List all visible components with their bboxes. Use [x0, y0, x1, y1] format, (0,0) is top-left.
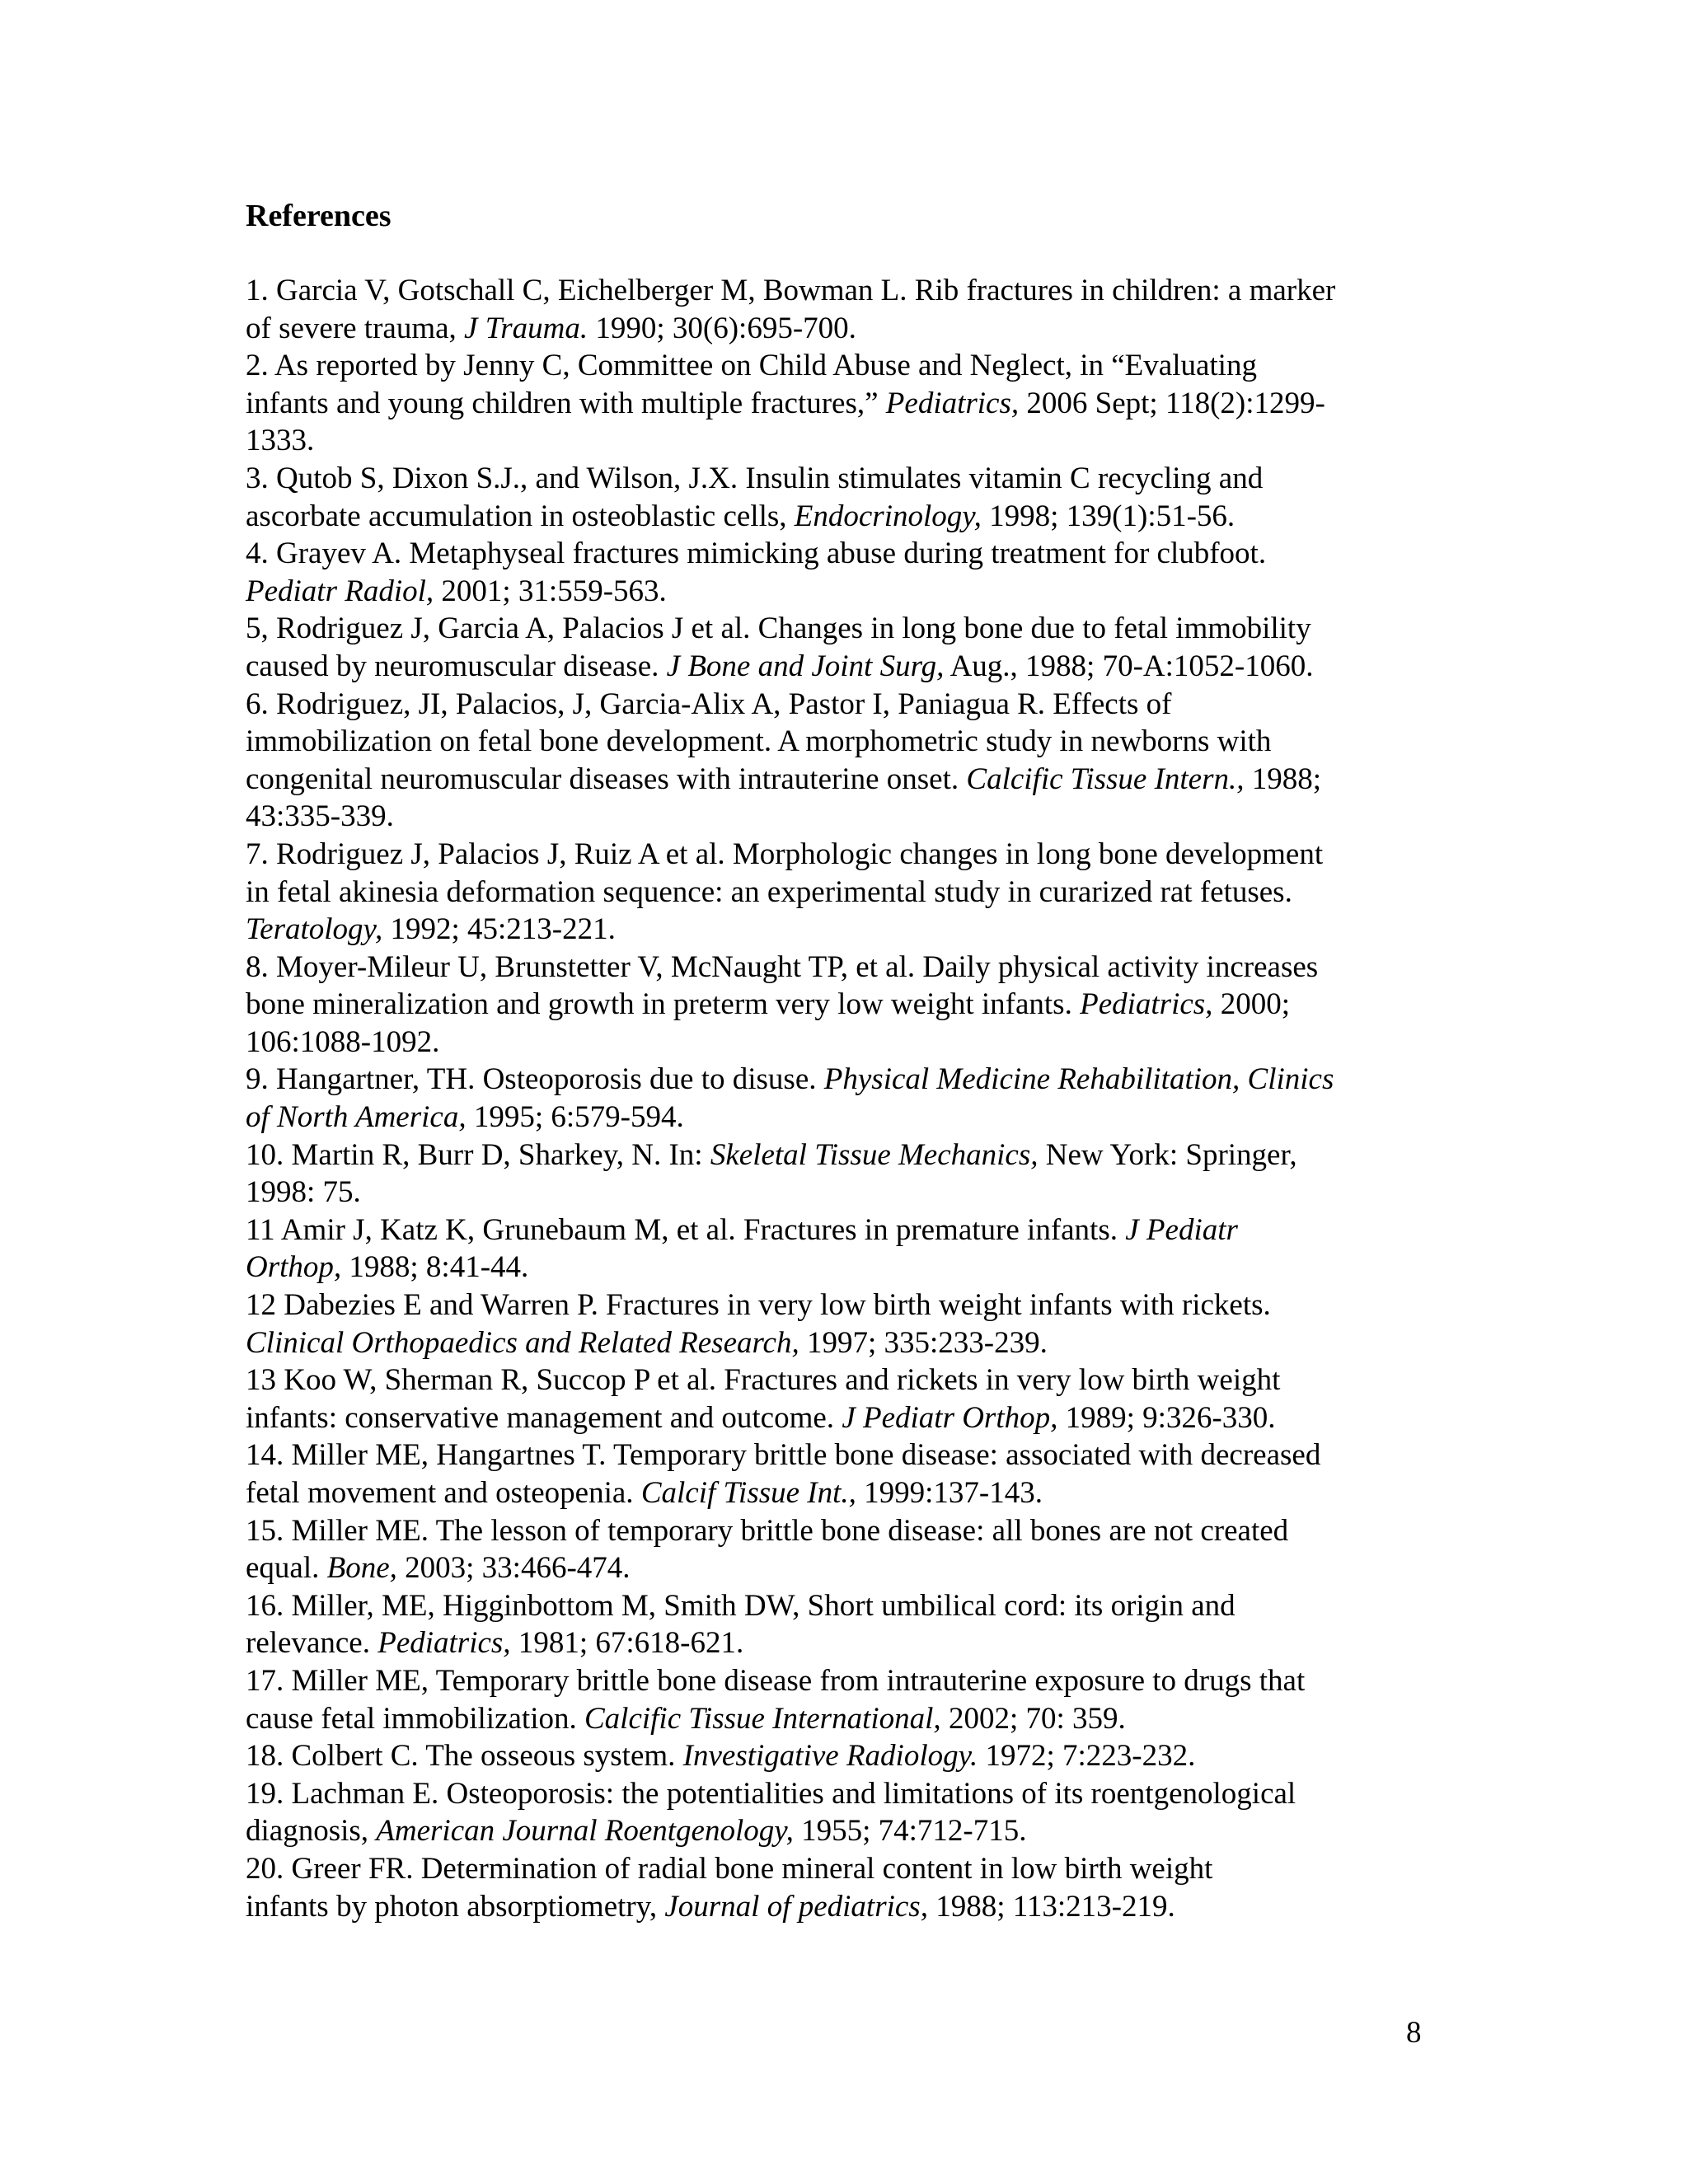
reference-text: 1972; 7:223-232. [978, 1739, 1196, 1774]
reference-text: fetal movement and osteopenia. [246, 1476, 641, 1510]
reference-text: 1989; 9:326-330. [1057, 1400, 1276, 1435]
reference-line [246, 1137, 1449, 1174]
reference-line [246, 723, 1449, 761]
page-number: 8 [1406, 2016, 1422, 2050]
reference-text: 1988; 113:213-219. [927, 1889, 1175, 1924]
reference-journal-title: Calcific Tissue Intern., [966, 762, 1245, 796]
reference-item [246, 1361, 1449, 1436]
reference-text: 19. Lachman E. Osteoporosis: the potentialities and limitations of its roentgenological [246, 1776, 1296, 1811]
reference-text: of severe trauma, [246, 311, 465, 345]
reference-item [246, 1512, 1449, 1587]
reference-journal-title: Pediatrics, [1080, 987, 1213, 1022]
reference-line [246, 648, 1449, 686]
reference-text: 1981; 67:618-621. [510, 1626, 744, 1661]
reference-line [246, 874, 1449, 912]
reference-line [246, 798, 1449, 836]
reference-line [246, 1624, 1449, 1662]
reference-item [246, 1737, 1449, 1775]
reference-journal-title: J Pediatr [1125, 1212, 1238, 1247]
reference-line [246, 1024, 1449, 1062]
reference-text: 12 Dabezies E and Warren P. Fractures in very low birth weight infants with rickets. [246, 1288, 1271, 1323]
reference-journal-title: Pediatrics, [377, 1626, 511, 1661]
reference-journal-title: Bone, [326, 1551, 397, 1586]
reference-text: equal. [246, 1551, 327, 1586]
reference-line [246, 836, 1449, 874]
reference-journal-title: Skeletal Tissue Mechanics, [710, 1137, 1039, 1172]
reference-journal-title: of North America, [246, 1100, 467, 1135]
reference-line [246, 1249, 1449, 1286]
reference-line [246, 535, 1449, 573]
reference-item [246, 1061, 1449, 1136]
reference-text: 1988; 8:41-44. [341, 1250, 529, 1285]
reference-line [246, 1512, 1449, 1550]
reference-text: 6. Rodriguez, JI, Palacios, J, Garcia-Alix A, Pastor I, Paniagua R. Effects of [246, 687, 1172, 721]
reference-item [246, 460, 1449, 535]
reference-text: 11 Amir J, Katz K, Grunebaum M, et al. Fractures in premature infants. [246, 1212, 1126, 1247]
reference-text: 2006 Sept; 118(2):1299- [1019, 386, 1325, 420]
reference-line [246, 1662, 1449, 1700]
reference-line [246, 1174, 1449, 1212]
reference-journal-title: Clinical Orthopaedics and Related Research, [246, 1325, 799, 1360]
reference-text: infants: conservative management and outcome. [246, 1400, 842, 1435]
reference-text: immobilization on fetal bone development. A morphometric study in newborns with [246, 724, 1272, 759]
reference-text: 20. Greer FR. Determination of radial bone mineral content in low birth weight [246, 1851, 1213, 1886]
reference-line [246, 1361, 1449, 1399]
reference-item [246, 1137, 1449, 1212]
reference-text: 1998; 139(1):51-56. [981, 499, 1236, 533]
reference-line [246, 686, 1449, 724]
reference-journal-title: Teratology, [246, 912, 383, 947]
reference-item [246, 1587, 1449, 1662]
reference-journal-title: Endocrinology, [794, 499, 982, 533]
reference-text: infants and young children with multiple fractures,” [246, 386, 886, 420]
reference-line [246, 1549, 1449, 1587]
reference-journal-title: J Trauma. [464, 311, 588, 345]
reference-text: congenital neuromuscular diseases with intrauterine onset. [246, 762, 967, 796]
reference-text: 1990; 30(6):695-700. [588, 311, 856, 345]
reference-item [246, 836, 1449, 949]
reference-journal-title: American Journal Roentgenology, [376, 1814, 794, 1849]
reference-line [246, 1399, 1449, 1437]
reference-line [246, 949, 1449, 987]
reference-item [246, 1286, 1449, 1361]
reference-line [246, 1775, 1449, 1813]
reference-line [246, 385, 1449, 423]
reference-journal-title: Calcif Tissue Int., [640, 1476, 856, 1510]
reference-text: 2003; 33:466-474. [396, 1551, 631, 1586]
reference-item [246, 949, 1449, 1062]
reference-text: 7. Rodriguez J, Palacios J, Ruiz A et al. Morphologic changes in long bone development [246, 837, 1324, 871]
reference-text: 1998: 75. [246, 1175, 361, 1210]
reference-item [246, 610, 1449, 685]
reference-line [246, 1286, 1449, 1324]
reference-line [246, 761, 1449, 799]
reference-text: diagnosis, [246, 1814, 377, 1849]
reference-text: in fetal akinesia deformation sequence: an experimental study in curarized rat fetuses. [246, 874, 1292, 909]
reference-text: 1992; 45:213-221. [382, 912, 616, 947]
reference-text: 1995; 6:579-594. [466, 1100, 684, 1135]
reference-text: 1955; 74:712-715. [793, 1814, 1027, 1849]
reference-text: 43:335-339. [246, 799, 394, 834]
reference-text: 2001; 31:559-563. [434, 574, 667, 608]
reference-text: 18. Colbert C. The osseous system. [246, 1739, 683, 1774]
reference-text: 5, Rodriguez J, Garcia A, Palacios J et al. Changes in long bone due to fetal immobility [246, 612, 1311, 646]
reference-item [246, 272, 1449, 347]
reference-text: 1. Garcia V, Gotschall C, Eichelberger M, Bowman L. Rib fractures in children: a marker [246, 274, 1336, 307]
reference-text: 1997; 335:233-239. [799, 1325, 1048, 1360]
reference-text: 106:1088-1092. [246, 1024, 440, 1059]
references-heading: References [246, 199, 392, 233]
reference-text: 2. As reported by Jenny C, Committee on Child Abuse and Neglect, in “Evaluating [246, 349, 1257, 383]
reference-item [246, 686, 1449, 836]
reference-line [246, 1812, 1449, 1850]
reference-line [246, 986, 1449, 1024]
reference-line [246, 1324, 1449, 1362]
reference-text: 16. Miller, ME, Higginbottom M, Smith DW, Short umbilical cord: its origin and [246, 1588, 1236, 1623]
reference-item [246, 1662, 1449, 1737]
reference-item [246, 1775, 1449, 1850]
reference-text: 9. Hangartner, TH. Osteoporosis due to disuse. [246, 1062, 824, 1097]
reference-journal-title: Journal of pediatrics, [664, 1889, 928, 1924]
reference-line [246, 460, 1449, 498]
reference-item [246, 1850, 1449, 1925]
reference-line [246, 1737, 1449, 1775]
reference-journal-title: Pediatrics, [885, 386, 1020, 420]
reference-journal-title: Pediatr Radiol, [246, 574, 434, 608]
reference-text: 2000; [1212, 987, 1290, 1022]
reference-text: 14. Miller ME, Hangartnes T. Temporary brittle bone disease: associated with decreased [246, 1438, 1321, 1473]
reference-text: 10. Martin R, Burr D, Sharkey, N. In: [246, 1137, 710, 1172]
reference-item [246, 347, 1449, 460]
reference-line [246, 498, 1449, 536]
reference-line [246, 1474, 1449, 1512]
reference-text: relevance. [246, 1626, 378, 1661]
reference-text: 17. Miller ME, Temporary brittle bone disease from intrauterine exposure to drugs that [246, 1663, 1306, 1698]
reference-line [246, 1061, 1449, 1099]
reference-journal-title: Calcific Tissue International, [584, 1701, 941, 1736]
reference-journal-title: Investigative Radiology. [682, 1739, 978, 1774]
reference-text: caused by neuromuscular disease. [246, 649, 667, 683]
reference-text: bone mineralization and growth in preterm very low weight infants. [246, 987, 1081, 1022]
reference-line [246, 1212, 1449, 1249]
reference-journal-title: Physical Medicine Rehabilitation, Clinics [823, 1062, 1334, 1097]
reference-text: Aug., 1988; 70-A:1052-1060. [944, 649, 1314, 683]
reference-text: 1333. [246, 424, 315, 458]
reference-text: 3. Qutob S, Dixon S.J., and Wilson, J.X. Insulin stimulates vitamin C recycling and [246, 461, 1264, 495]
reference-line [246, 1099, 1449, 1137]
reference-list [246, 272, 1449, 1925]
reference-text: 15. Miller ME. The lesson of temporary brittle bone disease: all bones are not created [246, 1513, 1289, 1548]
reference-text: cause fetal immobilization. [246, 1701, 584, 1736]
reference-journal-title: J Bone and Joint Surg, [666, 649, 945, 683]
reference-text: New York: Springer, [1038, 1137, 1297, 1172]
reference-line [246, 310, 1449, 348]
reference-line [246, 1850, 1449, 1888]
reference-line [246, 347, 1449, 385]
reference-text: 1988; [1244, 762, 1322, 796]
reference-line [246, 1888, 1449, 1926]
reference-text: infants by photon absorptiometry, [246, 1889, 665, 1924]
reference-text: 13 Koo W, Sherman R, Succop P et al. Fractures and rickets in very low birth weight [246, 1363, 1281, 1398]
reference-journal-title: J Pediatr Orthop, [842, 1400, 1058, 1435]
reference-journal-title: Orthop, [246, 1250, 342, 1285]
reference-line [246, 1436, 1449, 1474]
reference-item [246, 1436, 1449, 1511]
reference-line [246, 1700, 1449, 1738]
reference-line [246, 272, 1449, 310]
reference-text: 1999:137-143. [856, 1476, 1043, 1510]
reference-line [246, 1587, 1449, 1625]
reference-text: 4. Grayev A. Metaphyseal fractures mimicking abuse during treatment for clubfoot. [246, 537, 1267, 571]
reference-item [246, 1212, 1449, 1286]
reference-text: ascorbate accumulation in osteoblastic cells, [246, 499, 795, 533]
reference-line [246, 610, 1449, 648]
reference-text: 8. Moyer-Mileur U, Brunstetter V, McNaught TP, et al. Daily physical activity increases [246, 949, 1319, 984]
reference-text: 2002; 70: 359. [940, 1701, 1126, 1736]
reference-line [246, 422, 1449, 460]
reference-item [246, 535, 1449, 610]
reference-line [246, 911, 1449, 949]
reference-line [246, 573, 1449, 611]
